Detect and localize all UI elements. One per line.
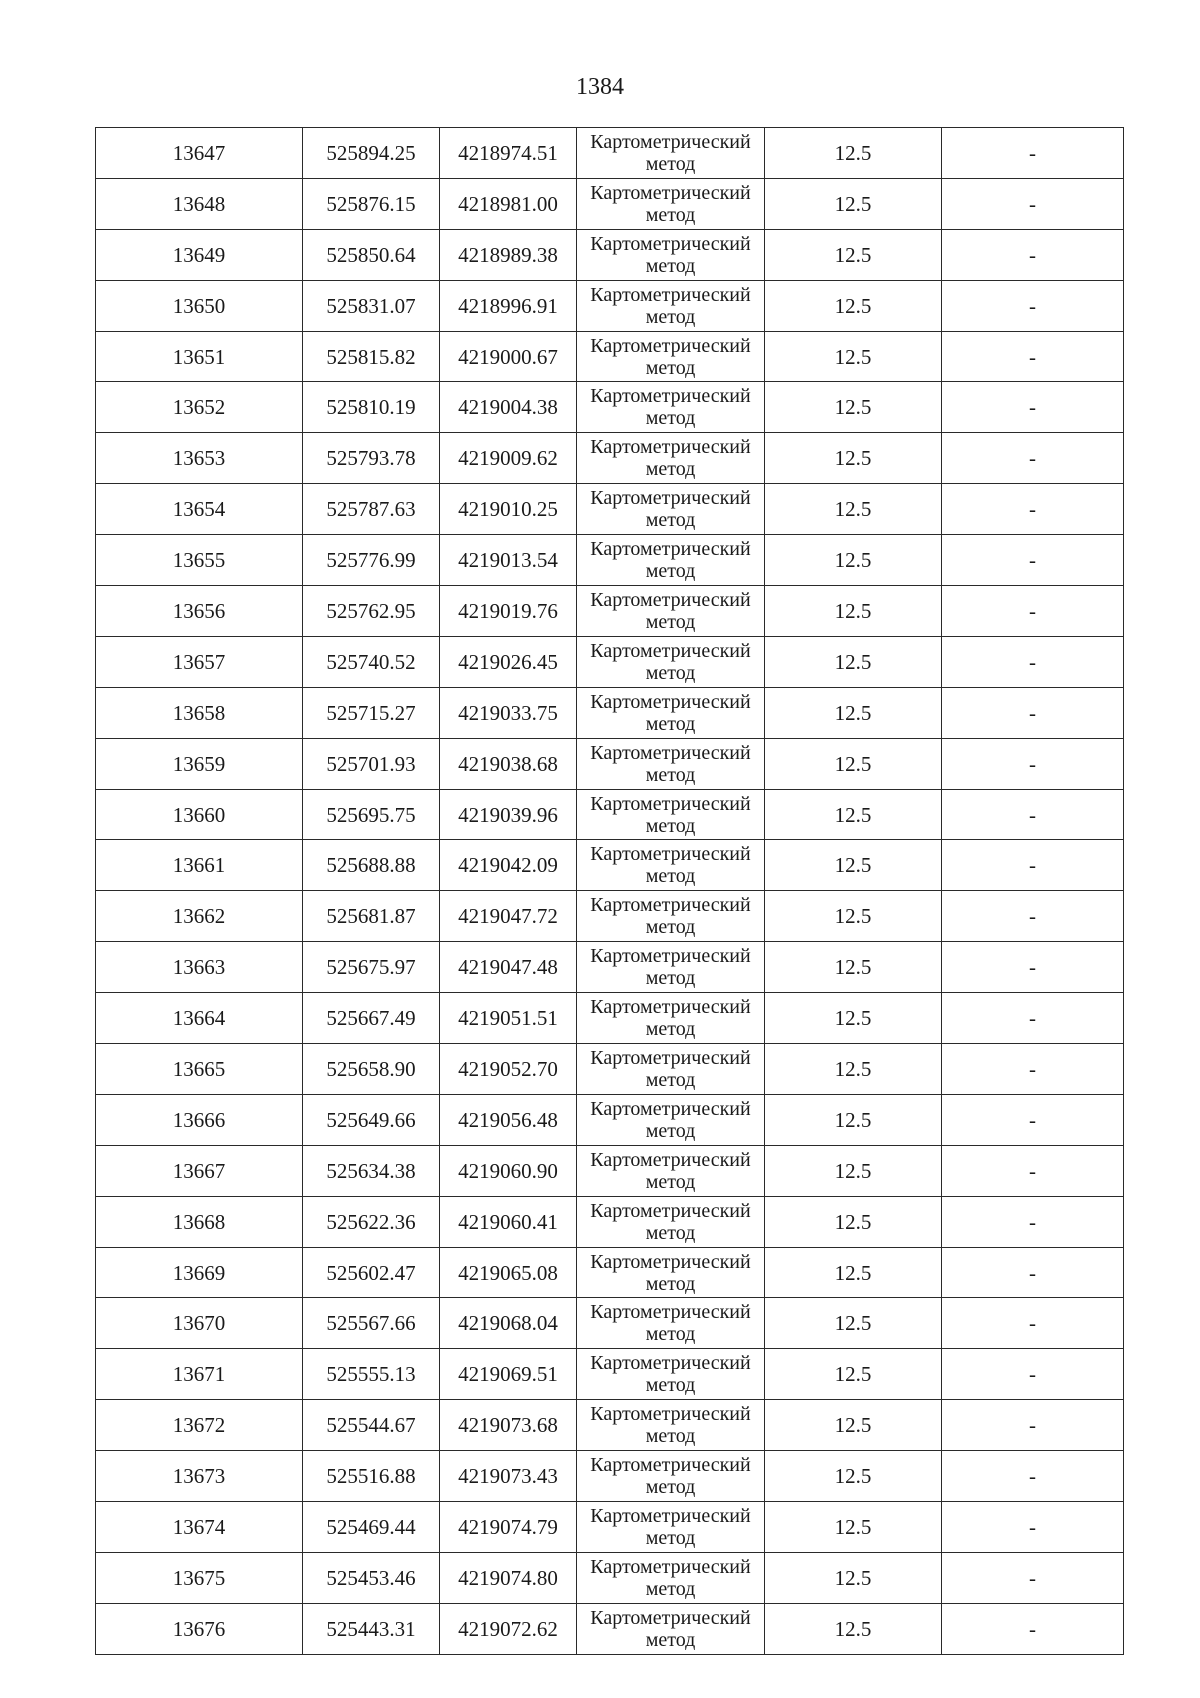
note-cell: -: [942, 1247, 1124, 1298]
method-text: метод: [645, 763, 696, 786]
method-text: Картометрический: [590, 181, 751, 204]
method-text: метод: [645, 1628, 696, 1651]
x-coordinate-cell: 525567.66: [303, 1298, 440, 1349]
y-coordinate-cell: 4219033.75: [440, 687, 577, 738]
method-cell: [577, 1400, 765, 1451]
point-number-cell: 13653: [96, 433, 303, 484]
point-number-cell: 13658: [96, 687, 303, 738]
coordinates-table-body: [96, 128, 1124, 1655]
table-row: [96, 1247, 1124, 1298]
method-text: метод: [645, 152, 696, 175]
y-coordinate-cell: 4219039.96: [440, 789, 577, 840]
method-cell: [577, 993, 765, 1044]
method-text: Картометрический: [590, 792, 751, 815]
method-text: метод: [645, 1323, 696, 1346]
y-coordinate-cell: 4219047.72: [440, 891, 577, 942]
method-text: метод: [645, 610, 696, 633]
method-text: метод: [645, 1476, 696, 1499]
method-text: Картометрический: [590, 1148, 751, 1171]
x-coordinate-cell: 525701.93: [303, 738, 440, 789]
note-cell: -: [942, 382, 1124, 433]
point-number-cell: 13666: [96, 1094, 303, 1145]
point-number-cell: 13652: [96, 382, 303, 433]
point-number-cell: 13661: [96, 840, 303, 891]
x-coordinate-cell: 525894.25: [303, 128, 440, 179]
table-row: [96, 1298, 1124, 1349]
accuracy-cell: 12.5: [765, 178, 942, 229]
y-coordinate-cell: 4218981.00: [440, 178, 577, 229]
table-row: [96, 331, 1124, 382]
note-cell: -: [942, 433, 1124, 484]
method-text: Картометрический: [590, 538, 751, 561]
table-row: [96, 738, 1124, 789]
x-coordinate-cell: 525715.27: [303, 687, 440, 738]
method-cell: [577, 1044, 765, 1095]
accuracy-cell: 12.5: [765, 535, 942, 586]
table-row: [96, 229, 1124, 280]
point-number-cell: 13676: [96, 1603, 303, 1654]
y-coordinate-cell: 4219010.25: [440, 484, 577, 535]
method-text: метод: [645, 661, 696, 684]
method-text: метод: [645, 1221, 696, 1244]
x-coordinate-cell: 525793.78: [303, 433, 440, 484]
y-coordinate-cell: 4219069.51: [440, 1349, 577, 1400]
method-text: Картометрический: [590, 1046, 751, 1069]
note-cell: -: [942, 687, 1124, 738]
method-cell: [577, 636, 765, 687]
method-text: Картометрический: [590, 130, 751, 153]
method-cell: [577, 178, 765, 229]
method-cell: [577, 1603, 765, 1654]
point-number-cell: 13662: [96, 891, 303, 942]
x-coordinate-cell: 525649.66: [303, 1094, 440, 1145]
accuracy-cell: 12.5: [765, 1349, 942, 1400]
x-coordinate-cell: 525675.97: [303, 942, 440, 993]
point-number-cell: 13650: [96, 280, 303, 331]
method-text: Картометрический: [590, 1250, 751, 1273]
method-text: метод: [645, 1374, 696, 1397]
method-cell: [577, 535, 765, 586]
method-text: метод: [645, 1119, 696, 1142]
method-text: метод: [645, 1272, 696, 1295]
method-text: метод: [645, 407, 696, 430]
point-number-cell: 13660: [96, 789, 303, 840]
method-cell: [577, 484, 765, 535]
method-cell: [577, 280, 765, 331]
accuracy-cell: 12.5: [765, 1145, 942, 1196]
y-coordinate-cell: 4219065.08: [440, 1247, 577, 1298]
accuracy-cell: 12.5: [765, 433, 942, 484]
x-coordinate-cell: 525453.46: [303, 1552, 440, 1603]
method-text: метод: [645, 712, 696, 735]
x-coordinate-cell: 525850.64: [303, 229, 440, 280]
y-coordinate-cell: 4219004.38: [440, 382, 577, 433]
method-text: метод: [645, 305, 696, 328]
accuracy-cell: 12.5: [765, 1196, 942, 1247]
method-text: метод: [645, 254, 696, 277]
table-row: [96, 382, 1124, 433]
method-text: Картометрический: [590, 1301, 751, 1324]
table-row: [96, 1400, 1124, 1451]
y-coordinate-cell: 4219072.62: [440, 1603, 577, 1654]
table-row: [96, 178, 1124, 229]
method-text: Картометрический: [590, 894, 751, 917]
x-coordinate-cell: 525815.82: [303, 331, 440, 382]
y-coordinate-cell: 4218989.38: [440, 229, 577, 280]
accuracy-cell: 12.5: [765, 1247, 942, 1298]
accuracy-cell: 12.5: [765, 331, 942, 382]
method-text: метод: [645, 916, 696, 939]
table-row: [96, 993, 1124, 1044]
table-row: [96, 1502, 1124, 1553]
point-number-cell: 13674: [96, 1502, 303, 1553]
method-cell: [577, 433, 765, 484]
method-text: Картометрический: [590, 1555, 751, 1578]
x-coordinate-cell: 525634.38: [303, 1145, 440, 1196]
method-text: Картометрический: [590, 690, 751, 713]
accuracy-cell: 12.5: [765, 1451, 942, 1502]
y-coordinate-cell: 4219042.09: [440, 840, 577, 891]
y-coordinate-cell: 4219052.70: [440, 1044, 577, 1095]
x-coordinate-cell: 525762.95: [303, 586, 440, 637]
method-text: метод: [645, 356, 696, 379]
note-cell: -: [942, 1298, 1124, 1349]
accuracy-cell: 12.5: [765, 993, 942, 1044]
method-text: Картометрический: [590, 385, 751, 408]
method-cell: [577, 1349, 765, 1400]
x-coordinate-cell: 525667.49: [303, 993, 440, 1044]
note-cell: -: [942, 229, 1124, 280]
method-cell: [577, 738, 765, 789]
note-cell: -: [942, 1094, 1124, 1145]
point-number-cell: 13675: [96, 1552, 303, 1603]
note-cell: -: [942, 738, 1124, 789]
y-coordinate-cell: 4219073.43: [440, 1451, 577, 1502]
method-cell: [577, 1196, 765, 1247]
table-row: [96, 1044, 1124, 1095]
method-text: Картометрический: [590, 283, 751, 306]
note-cell: -: [942, 891, 1124, 942]
note-cell: -: [942, 280, 1124, 331]
accuracy-cell: 12.5: [765, 1502, 942, 1553]
point-number-cell: 13668: [96, 1196, 303, 1247]
method-text: Картометрический: [590, 843, 751, 866]
method-text: Картометрический: [590, 334, 751, 357]
method-cell: [577, 382, 765, 433]
accuracy-cell: 12.5: [765, 229, 942, 280]
method-text: метод: [645, 1526, 696, 1549]
point-number-cell: 13671: [96, 1349, 303, 1400]
point-number-cell: 13667: [96, 1145, 303, 1196]
note-cell: -: [942, 128, 1124, 179]
table-row: [96, 1196, 1124, 1247]
table-row: [96, 942, 1124, 993]
method-cell: [577, 1451, 765, 1502]
method-cell: [577, 840, 765, 891]
y-coordinate-cell: 4218996.91: [440, 280, 577, 331]
x-coordinate-cell: 525776.99: [303, 535, 440, 586]
y-coordinate-cell: 4219026.45: [440, 636, 577, 687]
y-coordinate-cell: 4218974.51: [440, 128, 577, 179]
method-text: Картометрический: [590, 436, 751, 459]
note-cell: -: [942, 1552, 1124, 1603]
table-row: [96, 128, 1124, 179]
x-coordinate-cell: 525740.52: [303, 636, 440, 687]
method-cell: [577, 1552, 765, 1603]
accuracy-cell: 12.5: [765, 738, 942, 789]
x-coordinate-cell: 525810.19: [303, 382, 440, 433]
method-cell: [577, 586, 765, 637]
method-text: метод: [645, 560, 696, 583]
method-text: Картометрический: [590, 1403, 751, 1426]
method-text: метод: [645, 203, 696, 226]
method-text: метод: [645, 1018, 696, 1041]
point-number-cell: 13669: [96, 1247, 303, 1298]
note-cell: -: [942, 178, 1124, 229]
accuracy-cell: 12.5: [765, 840, 942, 891]
accuracy-cell: 12.5: [765, 1603, 942, 1654]
note-cell: -: [942, 331, 1124, 382]
accuracy-cell: 12.5: [765, 128, 942, 179]
accuracy-cell: 12.5: [765, 789, 942, 840]
page-number: 1384: [576, 74, 624, 100]
method-cell: [577, 942, 765, 993]
note-cell: -: [942, 484, 1124, 535]
point-number-cell: 13649: [96, 229, 303, 280]
table-row: [96, 433, 1124, 484]
note-cell: -: [942, 942, 1124, 993]
accuracy-cell: 12.5: [765, 1044, 942, 1095]
y-coordinate-cell: 4219047.48: [440, 942, 577, 993]
method-text: метод: [645, 509, 696, 532]
table-row: [96, 636, 1124, 687]
note-cell: -: [942, 789, 1124, 840]
accuracy-cell: 12.5: [765, 586, 942, 637]
point-number-cell: 13648: [96, 178, 303, 229]
note-cell: -: [942, 586, 1124, 637]
note-cell: -: [942, 636, 1124, 687]
table-row: [96, 280, 1124, 331]
method-cell: [577, 789, 765, 840]
y-coordinate-cell: 4219074.80: [440, 1552, 577, 1603]
accuracy-cell: 12.5: [765, 484, 942, 535]
point-number-cell: 13654: [96, 484, 303, 535]
method-text: метод: [645, 1425, 696, 1448]
x-coordinate-cell: 525469.44: [303, 1502, 440, 1553]
y-coordinate-cell: 4219060.41: [440, 1196, 577, 1247]
table-row: [96, 484, 1124, 535]
point-number-cell: 13664: [96, 993, 303, 1044]
accuracy-cell: 12.5: [765, 1094, 942, 1145]
note-cell: -: [942, 1145, 1124, 1196]
table-row: [96, 535, 1124, 586]
x-coordinate-cell: 525516.88: [303, 1451, 440, 1502]
x-coordinate-cell: 525443.31: [303, 1603, 440, 1654]
x-coordinate-cell: 525876.15: [303, 178, 440, 229]
note-cell: -: [942, 1603, 1124, 1654]
method-cell: [577, 331, 765, 382]
note-cell: -: [942, 1400, 1124, 1451]
y-coordinate-cell: 4219009.62: [440, 433, 577, 484]
note-cell: -: [942, 840, 1124, 891]
accuracy-cell: 12.5: [765, 1400, 942, 1451]
x-coordinate-cell: 525622.36: [303, 1196, 440, 1247]
method-text: метод: [645, 1068, 696, 1091]
table-row: [96, 891, 1124, 942]
note-cell: -: [942, 535, 1124, 586]
method-cell: [577, 1145, 765, 1196]
coordinates-table: [95, 127, 1124, 1655]
note-cell: -: [942, 1502, 1124, 1553]
x-coordinate-cell: 525658.90: [303, 1044, 440, 1095]
method-cell: [577, 891, 765, 942]
method-cell: [577, 1502, 765, 1553]
method-text: Картометрический: [590, 1606, 751, 1629]
accuracy-cell: 12.5: [765, 1552, 942, 1603]
point-number-cell: 13647: [96, 128, 303, 179]
method-text: Картометрический: [590, 232, 751, 255]
method-text: Картометрический: [590, 741, 751, 764]
y-coordinate-cell: 4219056.48: [440, 1094, 577, 1145]
method-text: Картометрический: [590, 996, 751, 1019]
method-cell: [577, 687, 765, 738]
table-row: [96, 840, 1124, 891]
table-row: [96, 586, 1124, 637]
method-text: Картометрический: [590, 639, 751, 662]
method-text: метод: [645, 814, 696, 837]
x-coordinate-cell: 525555.13: [303, 1349, 440, 1400]
accuracy-cell: 12.5: [765, 891, 942, 942]
accuracy-cell: 12.5: [765, 1298, 942, 1349]
point-number-cell: 13659: [96, 738, 303, 789]
y-coordinate-cell: 4219060.90: [440, 1145, 577, 1196]
table-row: [96, 687, 1124, 738]
y-coordinate-cell: 4219073.68: [440, 1400, 577, 1451]
method-cell: [577, 128, 765, 179]
accuracy-cell: 12.5: [765, 382, 942, 433]
accuracy-cell: 12.5: [765, 942, 942, 993]
note-cell: -: [942, 1451, 1124, 1502]
method-cell: [577, 1094, 765, 1145]
accuracy-cell: 12.5: [765, 280, 942, 331]
point-number-cell: 13670: [96, 1298, 303, 1349]
method-text: Картометрический: [590, 1097, 751, 1120]
y-coordinate-cell: 4219051.51: [440, 993, 577, 1044]
point-number-cell: 13657: [96, 636, 303, 687]
point-number-cell: 13663: [96, 942, 303, 993]
y-coordinate-cell: 4219068.04: [440, 1298, 577, 1349]
y-coordinate-cell: 4219074.79: [440, 1502, 577, 1553]
table-row: [96, 1451, 1124, 1502]
table-row: [96, 1552, 1124, 1603]
x-coordinate-cell: 525681.87: [303, 891, 440, 942]
note-cell: -: [942, 1196, 1124, 1247]
x-coordinate-cell: 525544.67: [303, 1400, 440, 1451]
table-row: [96, 1349, 1124, 1400]
table-row: [96, 1603, 1124, 1654]
point-number-cell: 13656: [96, 586, 303, 637]
table-row: [96, 789, 1124, 840]
note-cell: -: [942, 993, 1124, 1044]
method-cell: [577, 229, 765, 280]
point-number-cell: 13655: [96, 535, 303, 586]
method-text: Картометрический: [590, 1352, 751, 1375]
method-text: Картометрический: [590, 1199, 751, 1222]
y-coordinate-cell: 4219038.68: [440, 738, 577, 789]
point-number-cell: 13665: [96, 1044, 303, 1095]
method-cell: [577, 1298, 765, 1349]
table-row: [96, 1094, 1124, 1145]
method-text: метод: [645, 458, 696, 481]
x-coordinate-cell: 525695.75: [303, 789, 440, 840]
table-row: [96, 1145, 1124, 1196]
method-text: Картометрический: [590, 588, 751, 611]
method-cell: [577, 1247, 765, 1298]
x-coordinate-cell: 525831.07: [303, 280, 440, 331]
method-text: метод: [645, 865, 696, 888]
x-coordinate-cell: 525602.47: [303, 1247, 440, 1298]
method-text: метод: [645, 967, 696, 990]
method-text: Картометрический: [590, 945, 751, 968]
method-text: Картометрический: [590, 1504, 751, 1527]
method-text: Картометрический: [590, 1454, 751, 1477]
accuracy-cell: 12.5: [765, 687, 942, 738]
y-coordinate-cell: 4219019.76: [440, 586, 577, 637]
x-coordinate-cell: 525688.88: [303, 840, 440, 891]
point-number-cell: 13672: [96, 1400, 303, 1451]
method-text: метод: [645, 1170, 696, 1193]
y-coordinate-cell: 4219013.54: [440, 535, 577, 586]
accuracy-cell: 12.5: [765, 636, 942, 687]
y-coordinate-cell: 4219000.67: [440, 331, 577, 382]
method-text: Картометрический: [590, 487, 751, 510]
point-number-cell: 13673: [96, 1451, 303, 1502]
method-text: метод: [645, 1577, 696, 1600]
point-number-cell: 13651: [96, 331, 303, 382]
x-coordinate-cell: 525787.63: [303, 484, 440, 535]
note-cell: -: [942, 1349, 1124, 1400]
note-cell: -: [942, 1044, 1124, 1095]
